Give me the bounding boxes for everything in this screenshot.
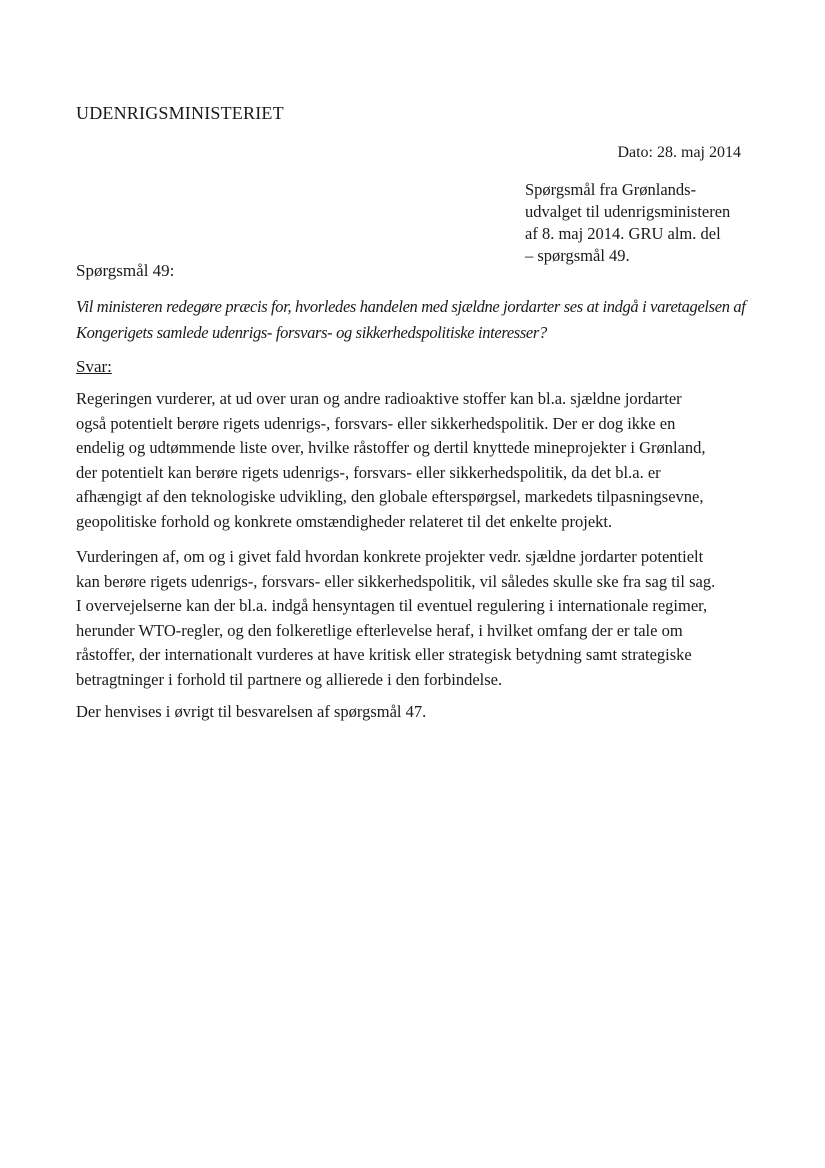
paragraph-line: afhængigt af den teknologiske udvikling, den globale efterspørgsel, markedets tilpasningsevne,: [76, 487, 704, 506]
answer-paragraph-1: [76, 387, 766, 534]
question-title: Spørgsmål 49:: [76, 261, 175, 280]
subject-line: af 8. maj 2014. GRU alm. del: [525, 224, 721, 243]
answer-paragraph-3: [76, 700, 766, 725]
subject-block: [525, 179, 765, 267]
document-date: Dato: 28. maj 2014: [617, 144, 741, 161]
subject-line: – spørgsmål 49.: [525, 246, 630, 265]
question-line: Vil ministeren redegøre præcis for, hvorledes handelen med sjældne jordarter ses at indgå i varetagelsen af: [76, 297, 746, 316]
paragraph-line: også potentielt berøre rigets udenrigs-, forsvars- eller sikkerhedspolitik. Der er dog ikke en: [76, 413, 676, 433]
paragraph-line: kan berøre rigets udenrigs-, forsvars- eller sikkerhedspolitik, vil således skulle ske fra sag til sag.: [76, 571, 716, 591]
subject-line: Spørgsmål fra Grønlands-: [525, 180, 697, 199]
paragraph-line: geopolitiske forhold og konkrete omstændigheder relateret til det enkelte projekt.: [76, 511, 613, 531]
paragraph-line: herunder WTO-regler, og den folkeretlige efterlevelse heraf, i hvilket omfang der er tale om: [76, 620, 683, 640]
subject-line: udvalget til udenrigsministeren: [525, 202, 731, 221]
paragraph-line: Vurderingen af, om og i givet fald hvordan konkrete projekter vedr. sjældne jordarter potentielt: [76, 547, 704, 566]
paragraph-line: Der henvises i øvrigt til besvarelsen af spørgsmål 47.: [76, 702, 427, 721]
paragraph-line: råstoffer, der internationalt vurderes at have kritisk eller strategisk betydning samt strategiske: [76, 645, 692, 664]
paragraph-line: endelig og udtømmende liste over, hvilke råstoffer og dertil knyttede mineprojekter i Grønland,: [76, 438, 706, 457]
answer-label: Svar:: [76, 357, 112, 376]
answer-paragraph-2: [76, 545, 766, 692]
paragraph-line: der potentielt kan berøre rigets udenrigs-, forsvars- eller sikkerhedspolitik, da det bl.a. er: [76, 462, 661, 482]
question-line: Kongerigets samlede udenrigs- forsvars- og sikkerhedspolitiske interesser?: [76, 323, 547, 342]
paragraph-line: I overvejelserne kan der bl.a. indgå hensyntagen til eventuel regulering i internationale regimer,: [76, 596, 708, 615]
question-text: [76, 294, 756, 346]
paragraph-line: betragtninger i forhold til partnere og allierede i den forbindelse.: [76, 669, 503, 689]
paragraph-line: Regeringen vurderer, at ud over uran og andre radioaktive stoffer kan bl.a. sjældne jordarter: [76, 389, 682, 408]
ministry-name: UDENRIGSMINISTERIET: [76, 103, 284, 123]
